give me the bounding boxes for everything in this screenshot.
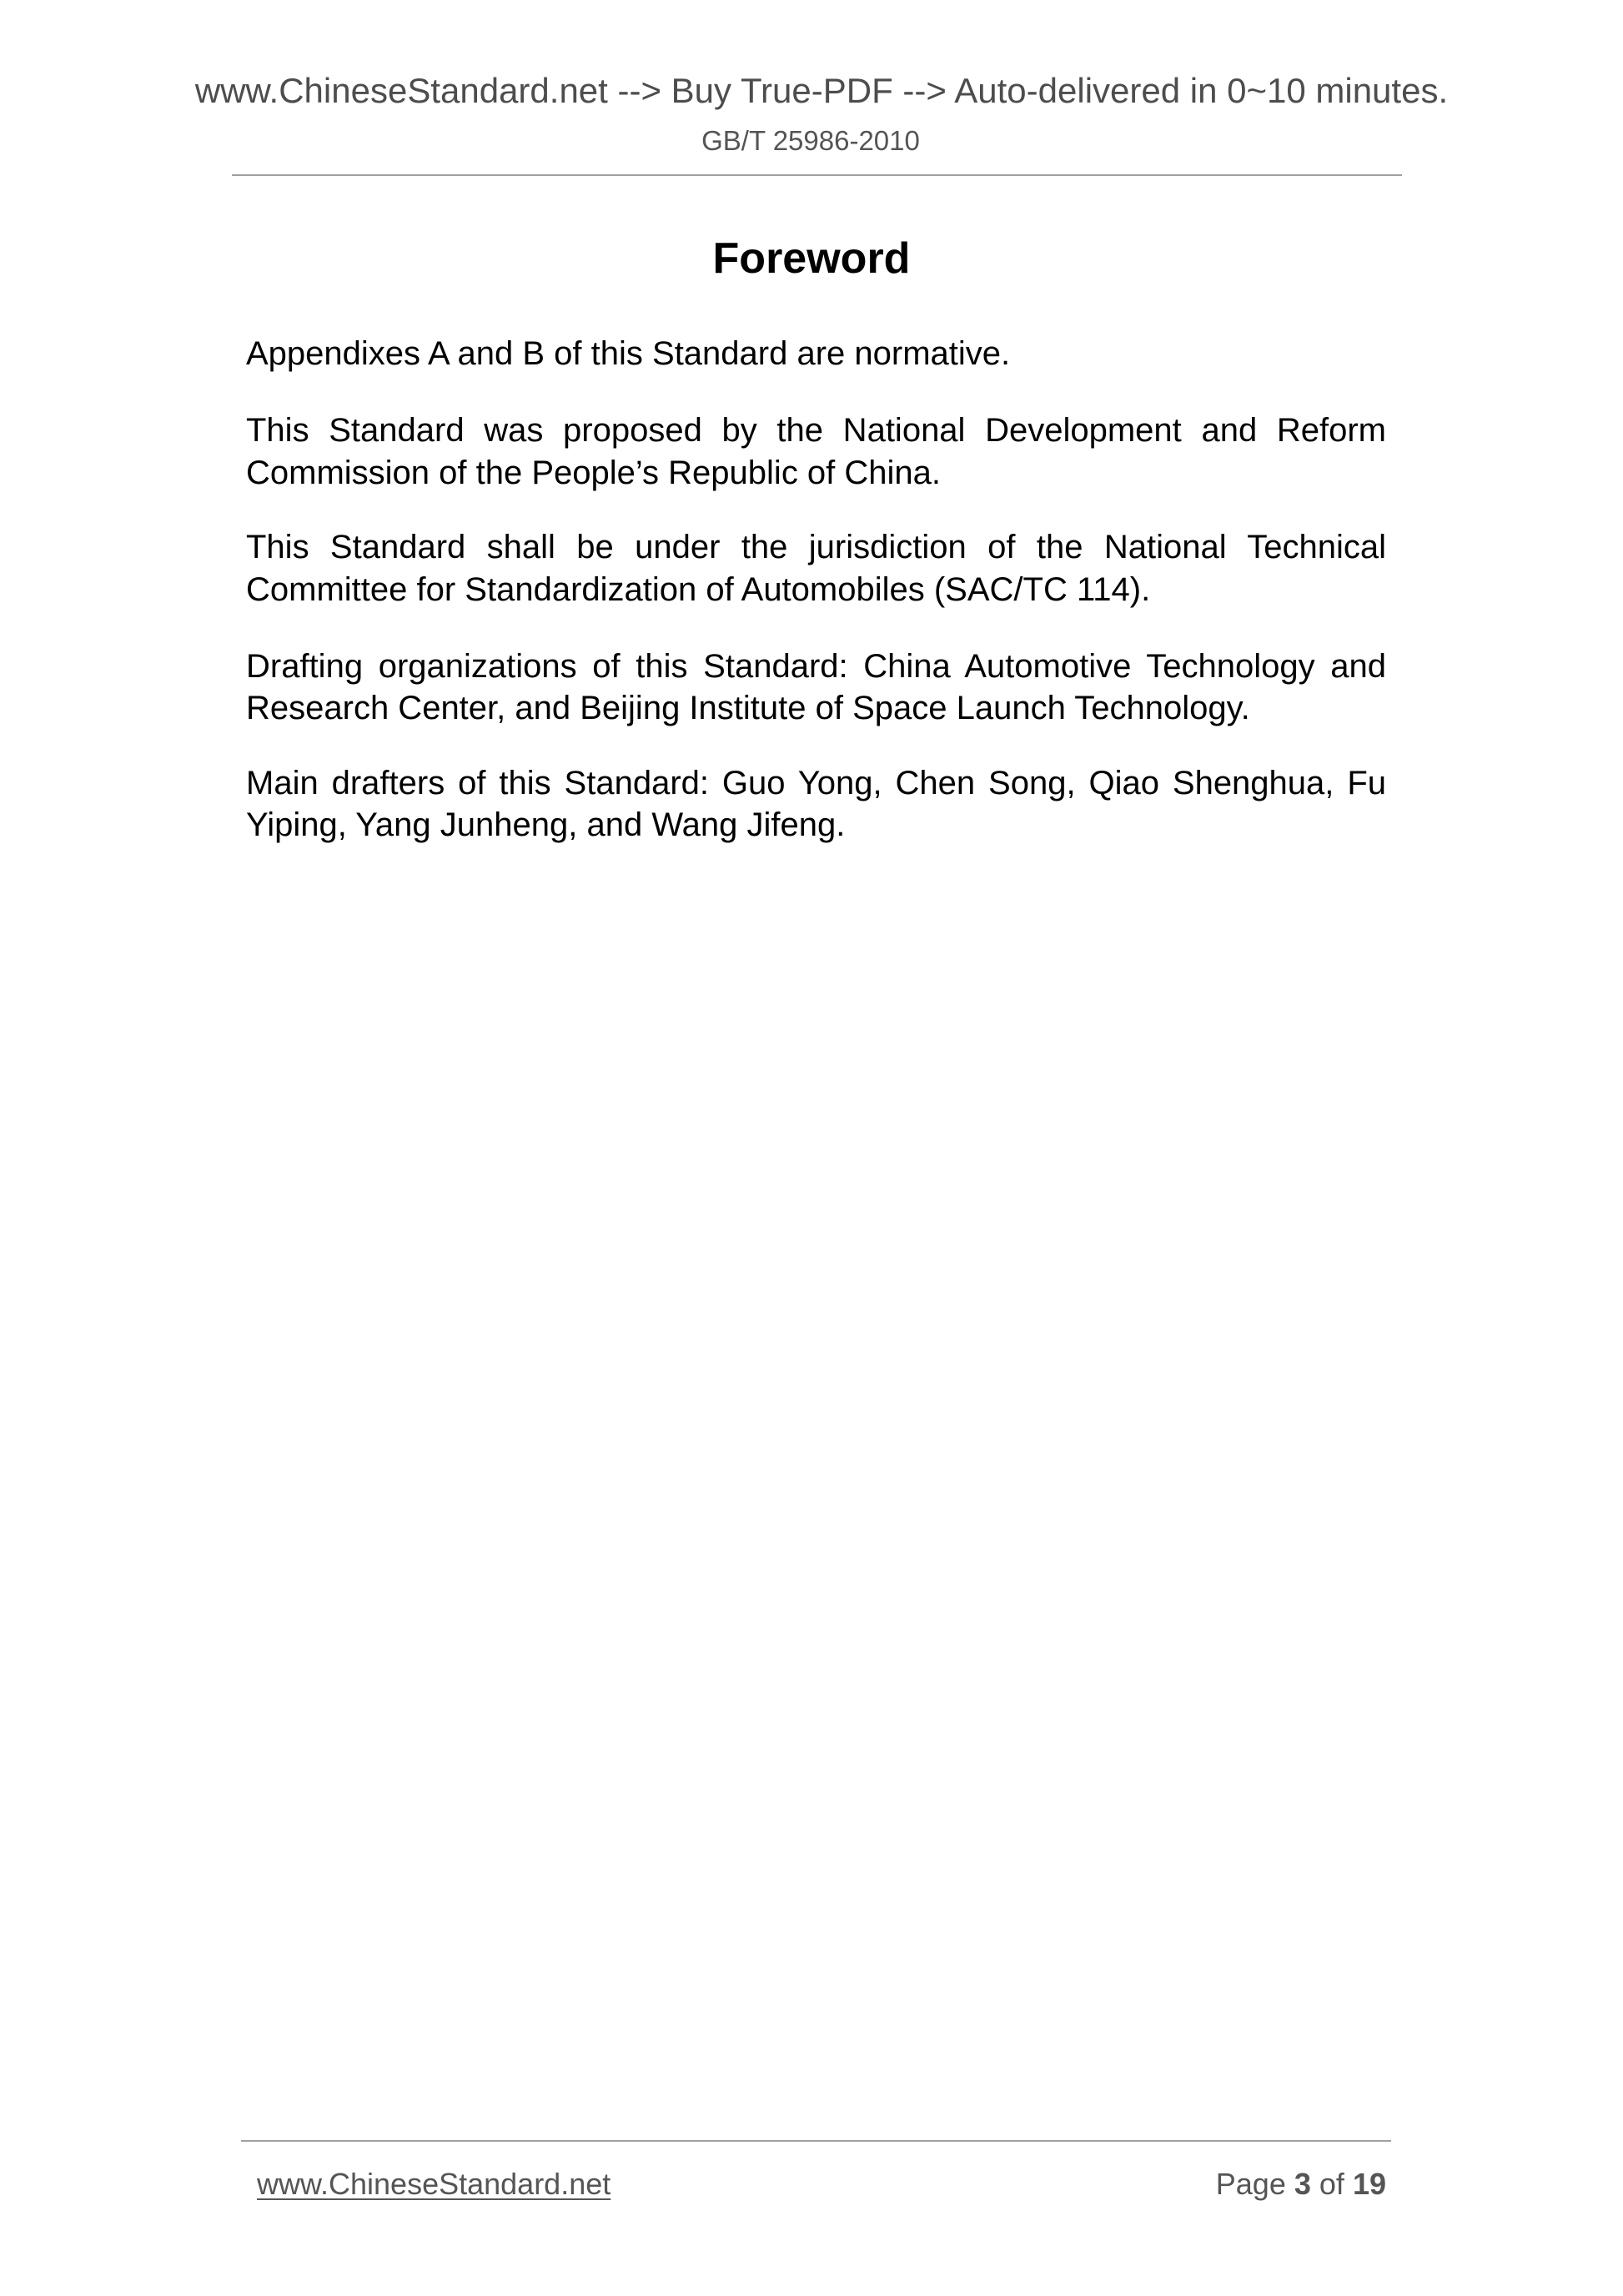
- paragraph-line: Research Center, and Beijing Institute of Space Launch Technology.: [246, 690, 1250, 726]
- standard-code: GB/T 25986-2010: [701, 125, 920, 156]
- paragraph-line: Commission of the People’s Republic of China.: [246, 455, 942, 491]
- paragraph-line: Committee for Standardization of Automobiles (SAC/TC 114).: [246, 571, 1151, 608]
- page-prefix: Page: [1215, 2167, 1286, 2201]
- header-divider: [232, 174, 1402, 176]
- page-title: Foreword: [712, 234, 911, 283]
- paragraph-line: This Standard was proposed by the National Development and Reform: [246, 412, 1386, 449]
- paragraph-line: Main drafters of this Standard: Guo Yong, Chen Song, Qiao Shenghua, Fu: [246, 765, 1386, 801]
- paragraph-line: Drafting organizations of this Standard: China Automotive Technology and: [246, 648, 1386, 685]
- paragraph-line: This Standard shall be under the jurisdiction of the National Technical: [246, 529, 1386, 565]
- paragraph-line: Yiping, Yang Junheng, and Wang Jifeng.: [246, 806, 846, 843]
- website-link[interactable]: www.ChineseStandard.net: [257, 2167, 611, 2201]
- page-current: 3: [1294, 2167, 1311, 2201]
- page-number: [1216, 2169, 1386, 2199]
- paragraph-line: Appendixes A and B of this Standard are normative.: [246, 335, 1011, 372]
- page-of: of: [1319, 2167, 1344, 2201]
- page-total: 19: [1352, 2167, 1386, 2201]
- footer-divider: [241, 2140, 1391, 2142]
- header-banner: www.ChineseStandard.net --> Buy True-PDF --> Auto-delivered in 0~10 minutes.: [194, 71, 1449, 110]
